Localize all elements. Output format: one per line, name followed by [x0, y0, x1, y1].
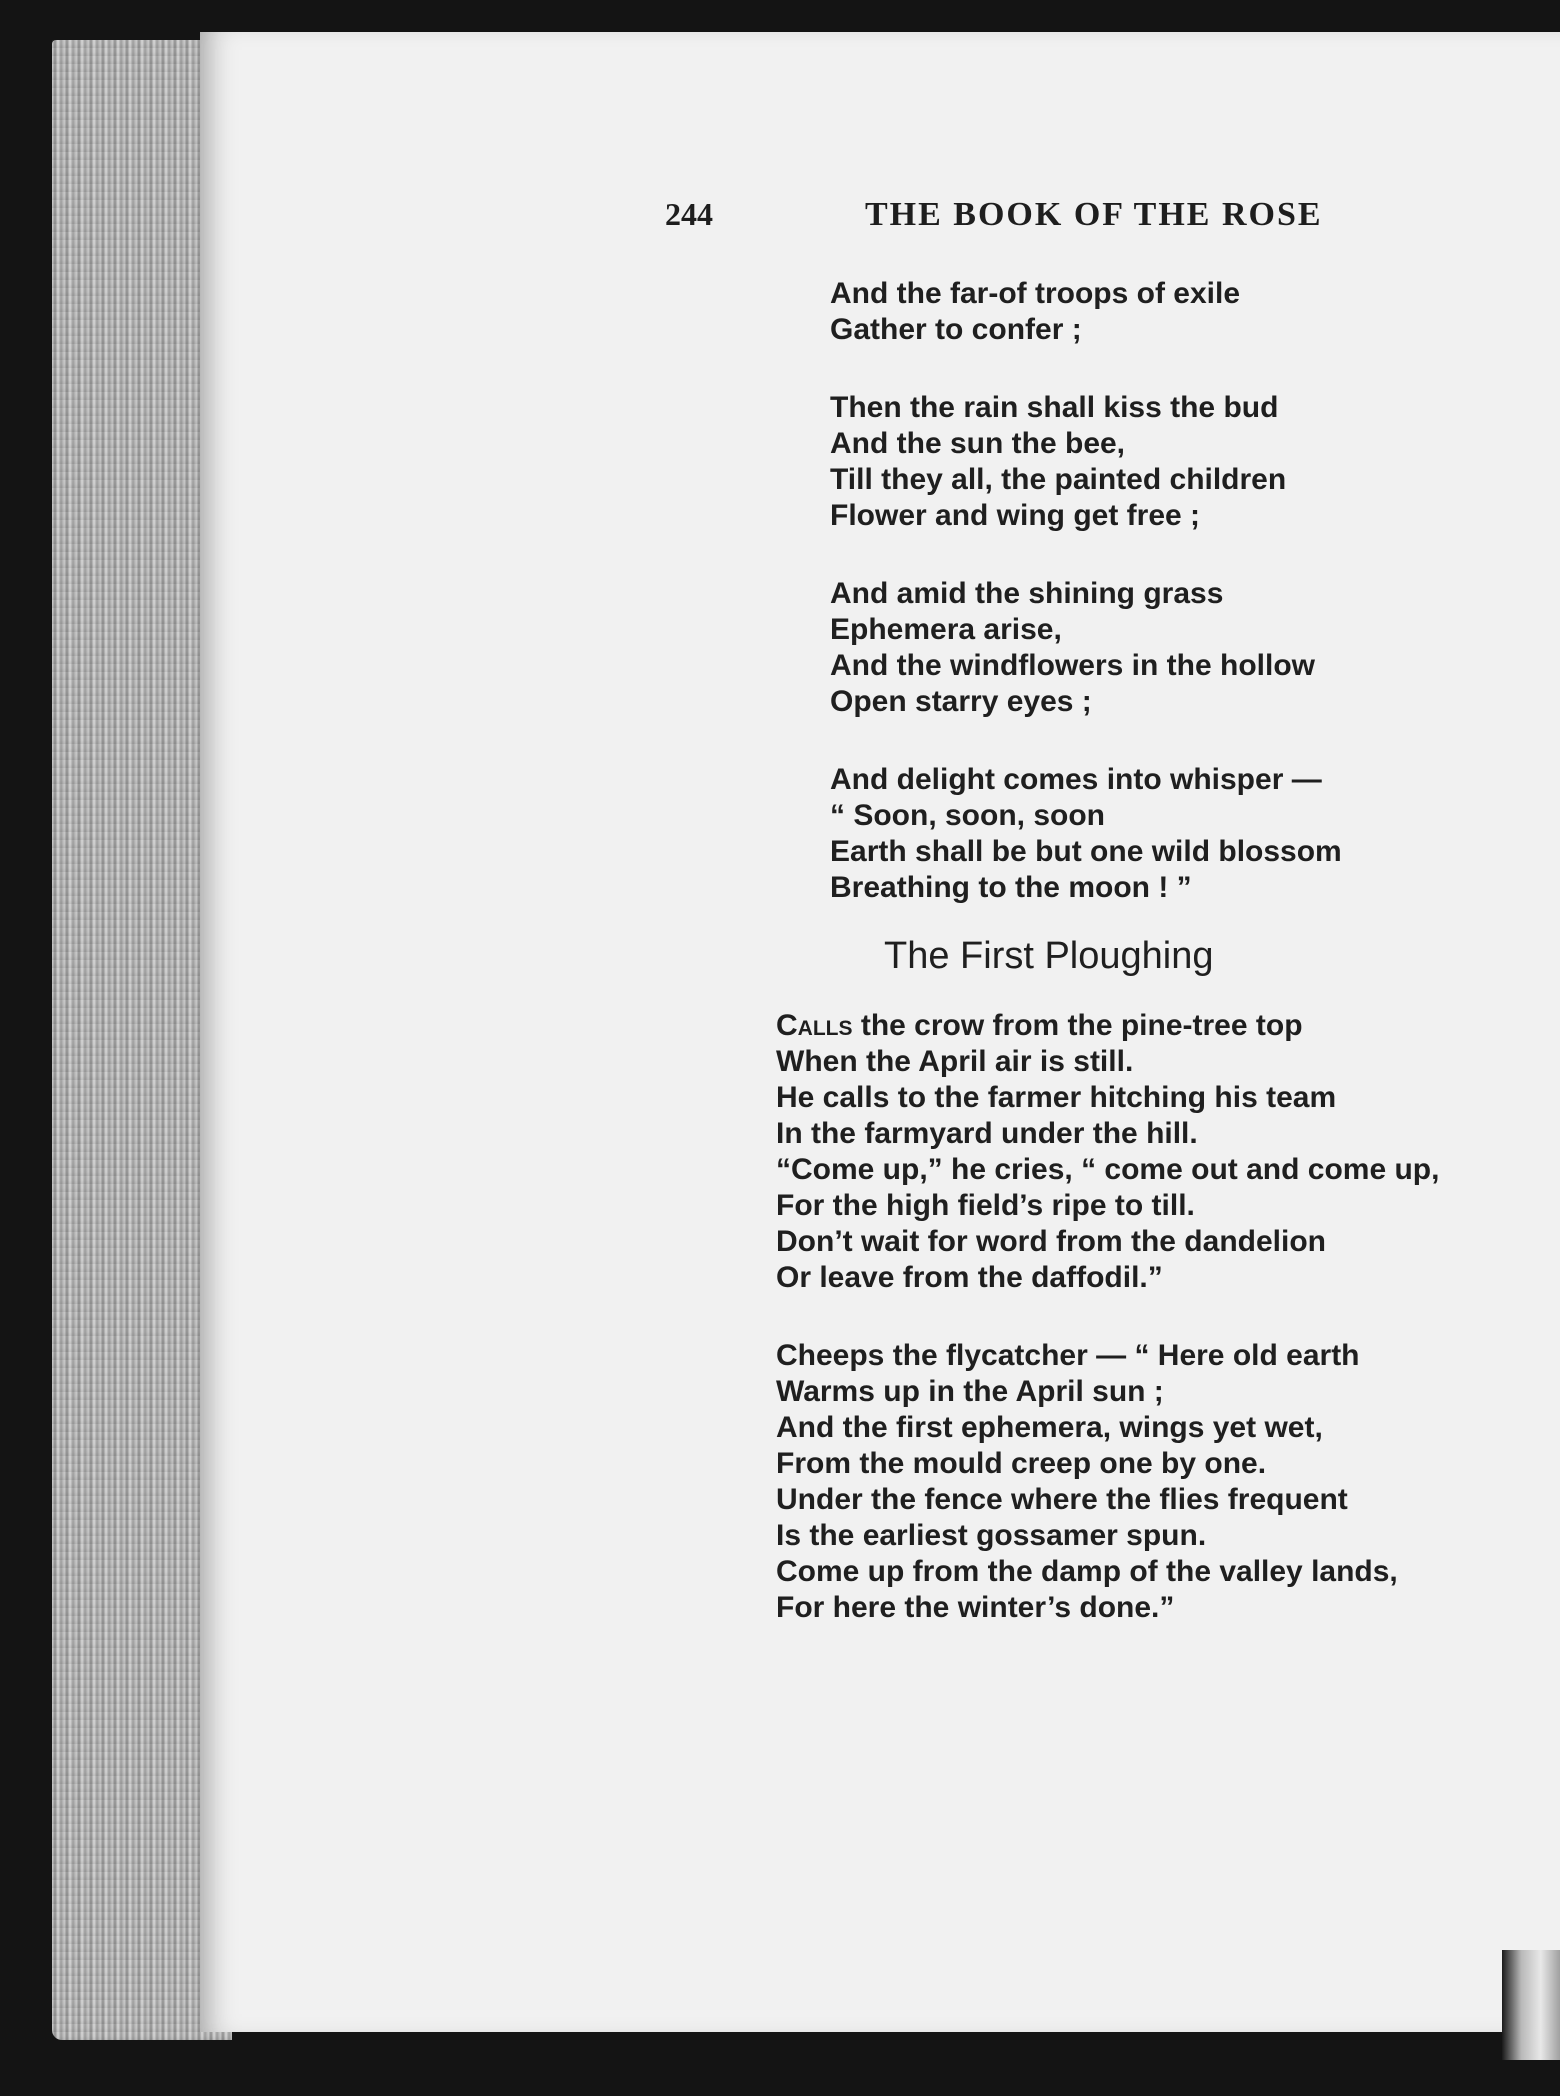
poem-line: And delight comes into whisper —	[830, 763, 1322, 796]
poem-line: “Come up,” he cries, “ come out and come up,	[776, 1153, 1440, 1186]
poem-line: Is the earliest gossamer spun.	[776, 1519, 1207, 1552]
poem-line: Gather to confer ;	[830, 313, 1082, 346]
poem-line: Ephemera arise,	[830, 613, 1062, 646]
poem-line: And amid the shining grass	[830, 577, 1224, 610]
poem-line: Breathing to the moon ! ”	[830, 871, 1192, 904]
adjacent-page-edge	[1502, 1950, 1560, 2060]
first-ploughing-poem	[776, 1008, 1439, 1668]
poem-line: Warms up in the April sun ;	[776, 1375, 1164, 1408]
page-number: 244	[665, 196, 713, 232]
poem-title: The First Ploughing	[884, 935, 1214, 977]
poem-line: In the farmyard under the hill.	[776, 1117, 1198, 1150]
poem-line: And the windflowers in the hollow	[830, 649, 1315, 682]
poem-line: Or leave from the daffodil.”	[776, 1261, 1163, 1294]
poem-line: Earth shall be but one wild blossom	[830, 835, 1342, 868]
page-header	[665, 196, 1343, 246]
poem-line	[776, 1008, 1439, 1044]
poem-line: For here the winter’s done.”	[776, 1591, 1175, 1624]
poem-line: And the sun the bee,	[830, 427, 1126, 460]
continuation-poem	[830, 276, 1342, 948]
poem-line: Flower and wing get free ;	[830, 499, 1201, 532]
stanza	[830, 762, 1342, 906]
drop-word: Calls	[776, 1009, 853, 1042]
running-title: THE BOOK OF THE ROSE	[865, 196, 1323, 233]
poem-line: Don’t wait for word from the dandelion	[776, 1225, 1326, 1258]
stanza	[776, 1008, 1439, 1296]
stanza	[830, 276, 1342, 348]
poem-line: When the April air is still.	[776, 1045, 1134, 1078]
stanza	[830, 576, 1342, 720]
first-line-text: the crow from the pine-tree top	[852, 1009, 1303, 1042]
poem-line: And the far-of troops of exile	[830, 277, 1241, 310]
poem-line: From the mould creep one by one.	[776, 1447, 1267, 1480]
poem-line: He calls to the farmer hitching his team	[776, 1081, 1337, 1114]
poem-line: Then the rain shall kiss the bud	[830, 391, 1279, 424]
poem-line: For the high field’s ripe to till.	[776, 1189, 1195, 1222]
stanza	[830, 390, 1342, 534]
poem-line: Come up from the damp of the valley lands,	[776, 1555, 1398, 1588]
poem-line: Under the fence where the flies frequent	[776, 1483, 1348, 1516]
poem-line: Cheeps the flycatcher — “ Here old earth	[776, 1339, 1360, 1372]
poem-line: Open starry eyes ;	[830, 685, 1092, 718]
poem-line: And the first ephemera, wings yet wet,	[776, 1411, 1323, 1444]
poem-line: Till they all, the painted children	[830, 463, 1287, 496]
poem-line: “ Soon, soon, soon	[830, 799, 1105, 832]
stanza	[776, 1338, 1439, 1626]
